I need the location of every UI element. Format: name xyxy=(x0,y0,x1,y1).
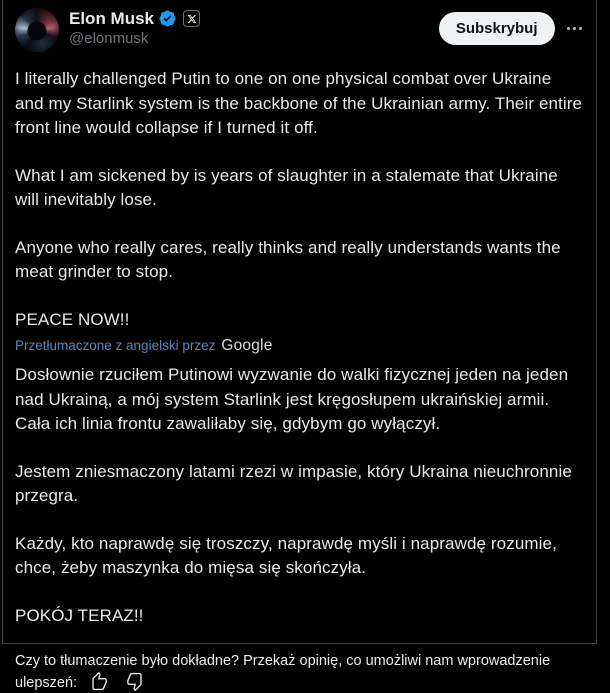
google-logo: Google xyxy=(221,337,273,354)
header-actions xyxy=(439,8,584,45)
post-header xyxy=(15,8,584,52)
translation-attribution xyxy=(15,337,584,355)
avatar[interactable] xyxy=(15,8,59,52)
thumb-down-icon[interactable] xyxy=(125,672,144,691)
author-handle[interactable]: @elonmusk xyxy=(69,30,149,47)
verified-badge-icon xyxy=(158,9,177,28)
author-name-row xyxy=(69,9,200,28)
original-paragraph: Anyone who really cares, really thinks and really understands wants the meat grinder to stop. xyxy=(15,237,561,281)
author-display-name[interactable]: Elon Musk xyxy=(69,9,155,28)
translated-paragraph: Jestem zniesmaczony latami rzezi w impasie, który Ukraina nieuchronnie przegra. xyxy=(15,461,572,505)
translated-paragraph: Każdy, kto naprawdę się troszczy, naprawdę myśli i naprawdę rozumie, chce, żeby maszynka do mięsa się skończyła. xyxy=(15,533,557,577)
post-body xyxy=(15,67,584,693)
feedback-prompt: Czy to tłumaczenie było dokładne? Przekaż opinię, co umożliwi nam wprowadzenie ulepszeń: xyxy=(15,653,551,691)
post-card xyxy=(2,0,597,691)
original-paragraph: What I am sickened by is years of slaughter in a stalemate that Ukraine will inevitably lose. xyxy=(15,165,558,209)
thumb-up-icon[interactable] xyxy=(90,672,109,691)
more-ellipsis-icon[interactable] xyxy=(565,23,585,35)
original-paragraph: I literally challenged Putin to one on one physical combat over Ukraine and my Starlink system is the backbone of the Ukrainian army. Their entire front line would collapse if I turned it off. xyxy=(15,69,583,137)
translated-from-link[interactable]: Przetłumaczone z angielski przez xyxy=(15,338,216,353)
translation-feedback xyxy=(15,651,584,693)
translated-paragraph: POKÓJ TERAZ!! xyxy=(15,605,144,625)
author-block xyxy=(69,8,200,49)
subscribe-button[interactable]: Subskrybuj xyxy=(439,12,555,45)
translated-paragraph: Dosłownie rzuciłem Putinowi wyzwanie do walki fizycznej jeden na jeden nad Ukrainą, a mój system Starlink jest kręgosłupem ukraińskiej armii. Cała ich linia frontu zawaliłaby się, gdybym go wyłączył. xyxy=(15,365,569,433)
x-logo-badge-icon[interactable] xyxy=(183,10,200,27)
original-paragraph: PEACE NOW!! xyxy=(15,309,130,329)
